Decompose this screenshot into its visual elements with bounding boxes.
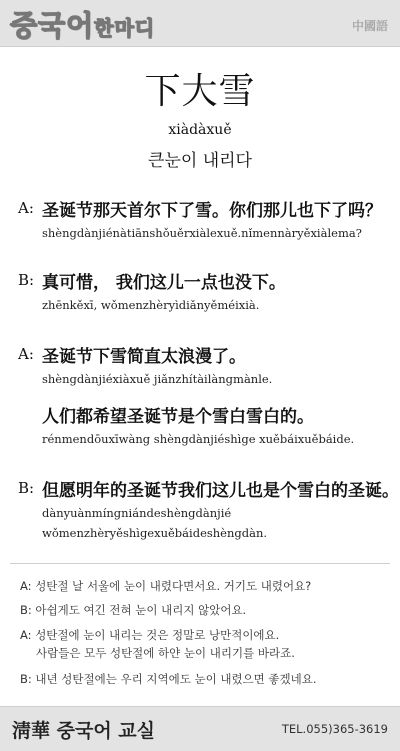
series-title [10, 4, 155, 44]
translation-line: 사람들은 모두 성탄절에 하얀 눈이 내리기를 바라죠. [36, 646, 295, 660]
chinese-sentence: 但愿明年的圣诞节我们这儿也是个雪白的圣诞。 [42, 481, 399, 501]
series-title-main: 중국어 [10, 9, 95, 42]
pinyin-line: shèngdànjiéxiàxuě jiǎnzhítàilàngmànle. [42, 372, 273, 386]
translation-line: A: 성탄절 날 서울에 눈이 내렸다면서요. 거기도 내렸어요? [20, 579, 312, 593]
pinyin-line-2: rénmendōuxīwàng shèngdànjiéshìge xuěbáixuěbáide. [42, 432, 355, 446]
lesson-title-pinyin: xiàdàxuě [168, 122, 232, 138]
lesson-title-block [0, 70, 400, 171]
lesson-title-chinese: 下大雪 [144, 71, 256, 112]
chinese-sentence: 圣诞节那天首尔下了雪。你们那儿也下了吗？ [42, 201, 382, 221]
translation-line: A: 성탄절에 눈이 내리는 것은 정말로 낭만적이에요. [20, 628, 280, 642]
series-title-sub: 한마디 [94, 16, 156, 40]
speaker-label: A: [18, 345, 34, 363]
translation-line: B: 아쉽게도 여긴 전혀 눈이 내리지 않았어요. [20, 603, 247, 617]
header-bar [0, 0, 400, 47]
speaker-label: B: [18, 271, 35, 289]
corner-label: 中國語 [351, 19, 388, 33]
translation-line: B: 내년 성탄절에는 우리 지역에도 눈이 내렸으면 좋겠네요. [20, 672, 317, 686]
speaker-label: A: [18, 199, 34, 217]
footer-bar [0, 706, 400, 751]
speaker-label: B: [18, 479, 35, 497]
pinyin-line: dànyuànmíngniándeshèngdànjié [42, 506, 232, 520]
translation-section [10, 563, 390, 694]
school-name: 淸華 중국어 교실 [12, 720, 155, 742]
pinyin-line: shèngdànjiénàtiānshǒuěrxiàlexuě.nǐmennàryěxiàlema? [42, 226, 362, 240]
pinyin-line-2: wǒmenzhèryěshìgexuěbáideshèngdàn. [42, 526, 268, 540]
pinyin-line: zhēnkěxī, wǒmenzhèryìdiǎnyěméixià. [42, 298, 260, 312]
chinese-sentence: 真可惜， 我们这儿一点也没下。 [42, 273, 286, 293]
phone-number: TEL.055)365-3619 [281, 722, 388, 736]
lesson-title-korean: 큰눈이 내리다 [148, 151, 252, 171]
chinese-sentence-2: 人们都希望圣诞节是个雪白雪白的。 [42, 407, 314, 427]
chinese-sentence: 圣诞节下雪简直太浪漫了。 [42, 347, 246, 367]
